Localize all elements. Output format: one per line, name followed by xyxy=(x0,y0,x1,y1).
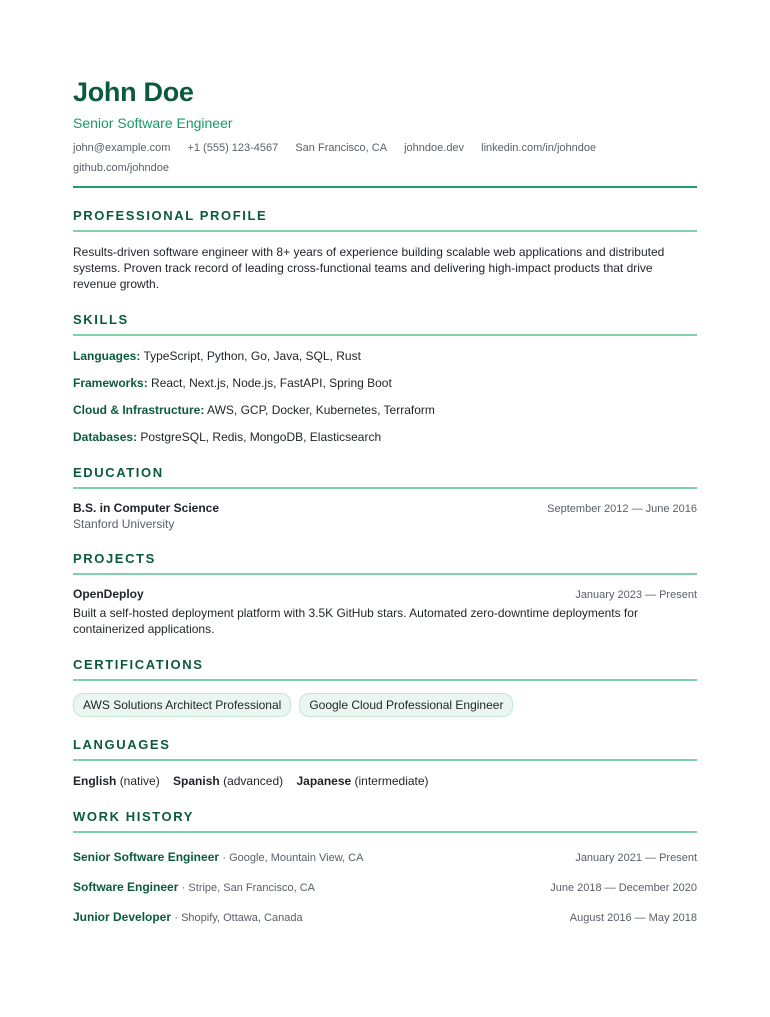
work-list xyxy=(73,849,697,926)
work-dates: January 2021 — Present xyxy=(575,852,697,864)
work-title: Junior Developer xyxy=(73,910,172,924)
work-dates: June 2018 — December 2020 xyxy=(550,882,697,894)
language-name: Spanish xyxy=(173,774,220,788)
contact-github[interactable]: github.com/johndoe xyxy=(73,162,170,174)
language-level: (advanced) xyxy=(223,774,284,788)
language-name: Japanese xyxy=(296,774,352,788)
work-entry xyxy=(73,909,697,926)
certification-list xyxy=(73,693,697,717)
language-item xyxy=(296,774,428,788)
skill-values: TypeScript, Python, Go, Java, SQL, Rust xyxy=(143,349,361,363)
skill-values: AWS, GCP, Docker, Kubernetes, Terraform xyxy=(207,403,435,417)
section-divider xyxy=(73,679,697,681)
project-description: Built a self-hosted deployment platform with 3.5K GitHub stars. Automated zero-downtime deployments for containerized applications. xyxy=(73,606,638,636)
skill-category: Languages: xyxy=(73,349,141,363)
section-divider xyxy=(73,334,697,336)
skill-category: Frameworks: xyxy=(73,376,148,390)
project-entry xyxy=(73,587,697,601)
section-certifications xyxy=(73,657,697,717)
language-list xyxy=(73,773,697,789)
education-school: Stanford University xyxy=(73,517,175,531)
skill-row xyxy=(73,375,697,391)
section-divider xyxy=(73,230,697,232)
contact-email[interactable]: john@example.com xyxy=(73,142,171,154)
section-heading: WORK HISTORY xyxy=(73,809,195,824)
section-heading: PROJECTS xyxy=(73,551,156,566)
resume-header xyxy=(73,76,697,188)
work-dates: August 2016 — May 2018 xyxy=(569,912,697,924)
education-degree: B.S. in Computer Science xyxy=(73,501,220,515)
certification-badge: AWS Solutions Architect Professional xyxy=(73,693,291,717)
section-skills xyxy=(73,312,697,445)
contact-website[interactable]: johndoe.dev xyxy=(404,142,465,154)
skill-row xyxy=(73,429,697,445)
language-item xyxy=(73,774,163,788)
contact-list xyxy=(73,138,633,178)
section-work-history xyxy=(73,809,697,926)
work-entry xyxy=(73,879,697,896)
work-title: Software Engineer xyxy=(73,880,179,894)
section-heading: PROFESSIONAL PROFILE xyxy=(73,208,268,223)
section-heading: LANGUAGES xyxy=(73,737,171,752)
header-divider xyxy=(73,186,697,188)
section-divider xyxy=(73,573,697,575)
certification-badge: Google Cloud Professional Engineer xyxy=(299,693,513,717)
project-dates: January 2023 — Present xyxy=(575,589,697,601)
skill-values: React, Next.js, Node.js, FastAPI, Spring Boot xyxy=(151,376,392,390)
section-divider xyxy=(73,759,697,761)
skill-row xyxy=(73,402,697,418)
language-level: (intermediate) xyxy=(354,774,429,788)
candidate-title: Senior Software Engineer xyxy=(73,115,233,131)
section-profile xyxy=(73,208,697,292)
section-projects xyxy=(73,551,697,637)
language-item xyxy=(173,774,286,788)
section-languages xyxy=(73,737,697,789)
skills-list xyxy=(73,348,697,445)
skill-category: Cloud & Infrastructure: xyxy=(73,403,205,417)
education-entry xyxy=(73,501,697,515)
skill-row xyxy=(73,348,697,364)
profile-summary: Results-driven software engineer with 8+ years of experience building scalable web applications and distributed systems. Proven track record of leading cross-functional teams and delivering high-impact products that drive revenue growth. xyxy=(73,245,665,291)
education-dates: September 2012 — June 2016 xyxy=(547,503,697,515)
section-heading: CERTIFICATIONS xyxy=(73,657,204,672)
work-company: · Google, Mountain View, CA xyxy=(222,852,364,864)
skill-values: PostgreSQL, Redis, MongoDB, Elasticsearch xyxy=(140,430,382,444)
section-education xyxy=(73,465,697,531)
work-company: · Shopify, Ottawa, Canada xyxy=(174,912,303,924)
contact-linkedin[interactable]: linkedin.com/in/johndoe xyxy=(481,142,597,154)
language-level: (native) xyxy=(119,774,160,788)
work-title: Senior Software Engineer xyxy=(73,850,220,864)
section-heading: EDUCATION xyxy=(73,465,164,480)
work-entry xyxy=(73,849,697,866)
section-heading: SKILLS xyxy=(73,312,129,327)
skill-category: Databases: xyxy=(73,430,138,444)
work-company: · Stripe, San Francisco, CA xyxy=(181,882,315,894)
project-name: OpenDeploy xyxy=(73,587,144,601)
language-name: English xyxy=(73,774,117,788)
contact-location: San Francisco, CA xyxy=(295,142,388,154)
contact-phone: +1 (555) 123-4567 xyxy=(187,142,279,154)
candidate-name: John Doe xyxy=(73,77,194,107)
section-divider xyxy=(73,831,697,833)
section-divider xyxy=(73,487,697,489)
